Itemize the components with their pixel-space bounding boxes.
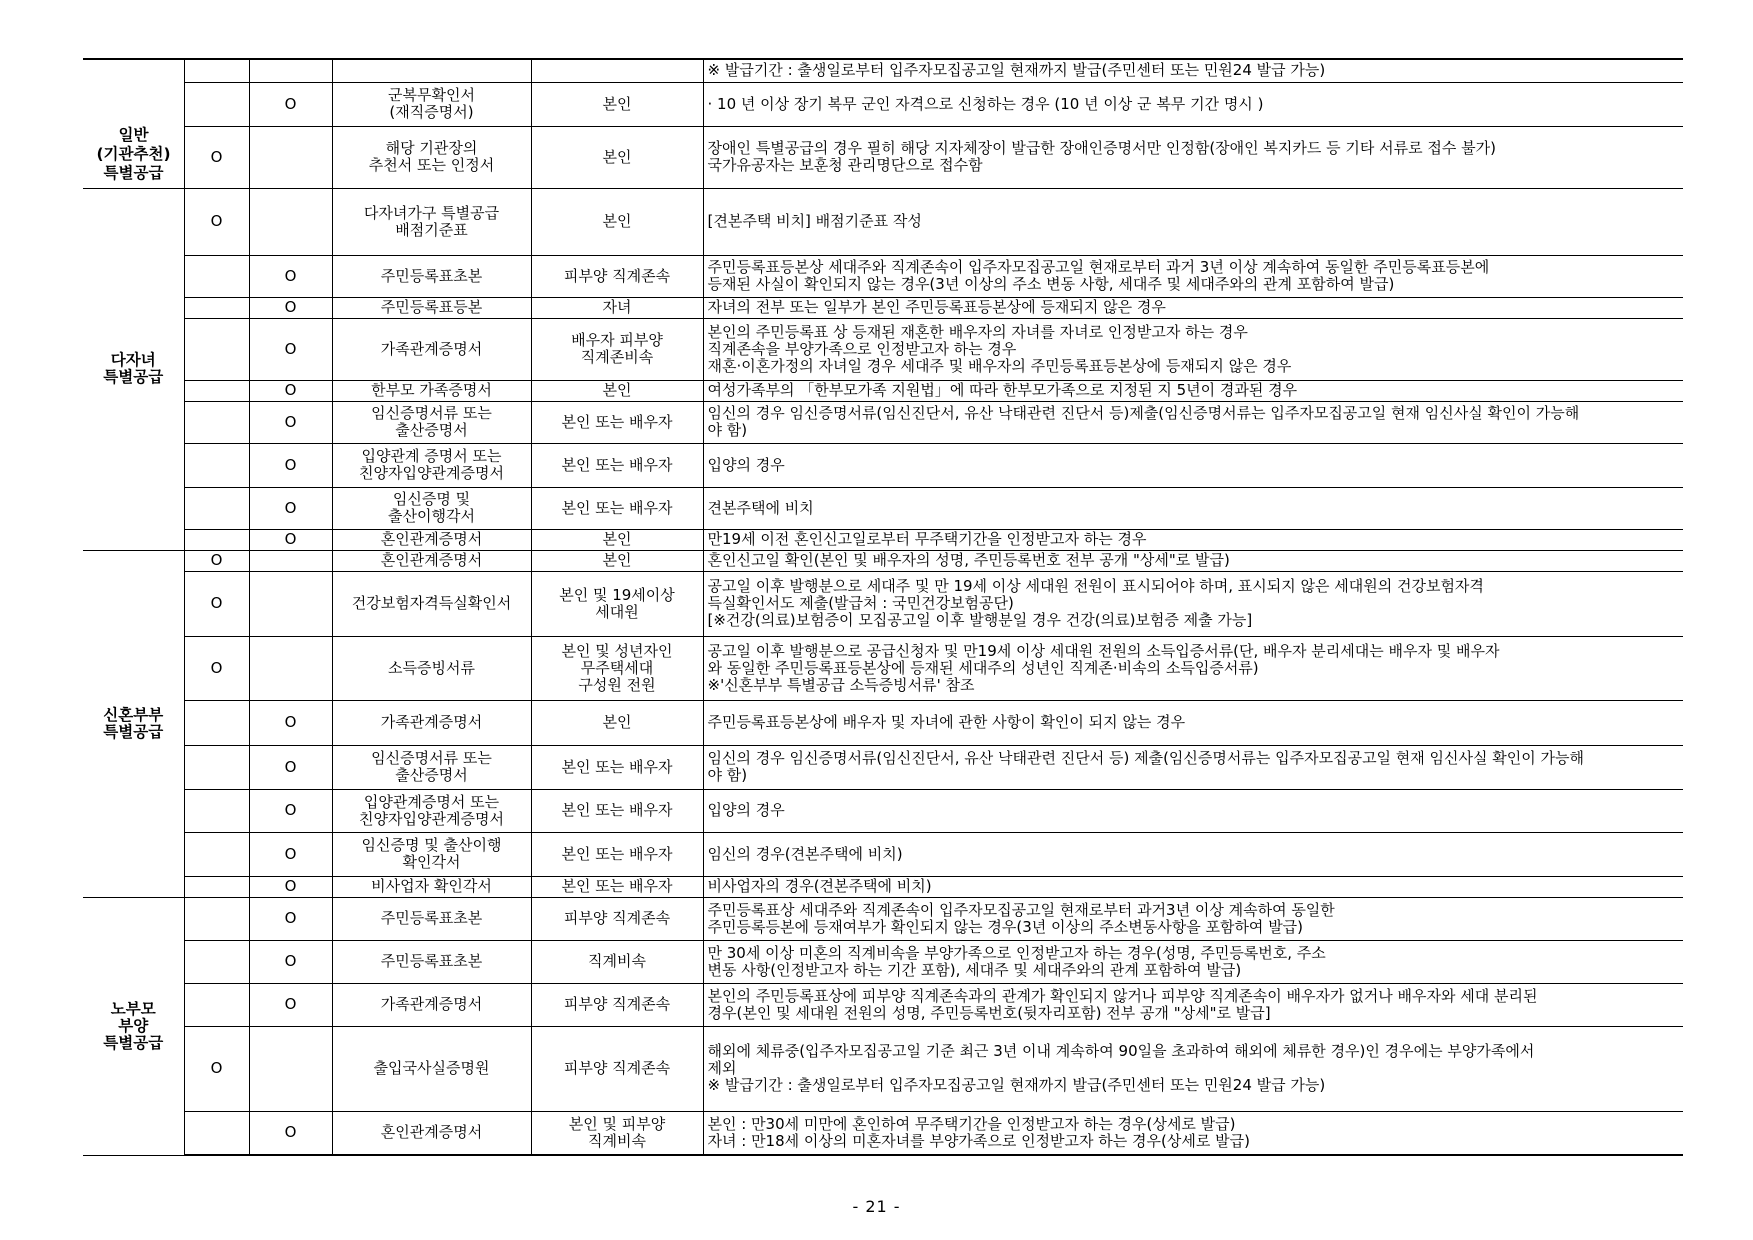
- document-name-line: 주민등록표등본: [380, 298, 483, 316]
- document-name-line: 임신증명 및: [392, 490, 471, 508]
- detail-line: 해외에 체류중(입주자모집공고일 기준 최근 3년 이내 계속하여 90일을 초과하여 해외에 체류한 경우)인 경우에는 부양가족에서: [707, 1042, 1535, 1060]
- target-person: [531, 126, 703, 188]
- document-name-line: 한부모 가족증명서: [371, 381, 492, 399]
- document-table-body: [83, 59, 1683, 1155]
- detail-line: ※ 발급기간 : 출생일로부터 입주자모집공고일 현재까지 발급(주민센터 또는 민원24 발급 가능): [707, 61, 1326, 80]
- detail-line: 자녀 : 만18세 이상의 미혼자녀를 부양가족으로 인정받고자 하는 경우(상세로 발급): [707, 1131, 1250, 1150]
- table-row: [83, 529, 1683, 550]
- document-name: [332, 700, 531, 745]
- o-mark-col2: O: [249, 443, 332, 487]
- table-row: [83, 550, 1683, 571]
- target-line: 피부양 직계존속: [563, 266, 671, 285]
- target-person: [531, 983, 703, 1026]
- document-table: [83, 58, 1683, 1156]
- table-row: [83, 1026, 1683, 1111]
- o-mark-col2: O: [249, 876, 332, 897]
- target-person: [531, 1026, 703, 1111]
- table-row: [83, 188, 1683, 255]
- o-mark-col2: O: [249, 255, 332, 297]
- document-name: [332, 82, 531, 126]
- detail-line: ※ 발급기간 : 출생일로부터 입주자모집공고일 현재까지 발급(주민센터 또는 민원24 발급 가능): [707, 1076, 1326, 1094]
- o-mark-col2: [249, 188, 332, 255]
- category-label-line: 특별공급: [103, 1033, 164, 1052]
- detail-line: 변동 사항(인정받고자 하는 기간 포함), 세대주 및 세대주와의 관계 포함하여 발급): [707, 960, 1242, 979]
- table-row: [83, 789, 1683, 832]
- detail-text: [703, 897, 1683, 940]
- category-label-line: 신혼부부: [103, 705, 164, 724]
- target-person: [531, 443, 703, 487]
- detail-text: [703, 126, 1683, 188]
- o-mark-col2: [249, 1026, 332, 1111]
- detail-line: 주민등록표등본상 세대주와 직계존속이 입주자모집공고일 현재로부터 과거 3년 이상 계속하여 동일한 주민등록표등본에: [707, 258, 1490, 276]
- document-name-line: 건강보험자격득실확인서: [351, 594, 512, 612]
- detail-text: [703, 487, 1683, 529]
- detail-line: 등재된 사실이 확인되지 않는 경우(3년 이상의 주소 변동 사항, 세대주 및 세대주와의 관계 포함하여 발급): [707, 275, 1395, 293]
- document-name-line: 주민등록표초본: [380, 952, 483, 970]
- target-line: 본인 또는 배우자: [561, 412, 673, 431]
- o-mark-col1: [184, 897, 249, 940]
- o-mark-col2: [249, 126, 332, 188]
- table-row: [83, 571, 1683, 636]
- document-name-line: 다자녀가구 특별공급: [363, 203, 500, 222]
- detail-line: 임신의 경우(견본주택에 비치): [707, 844, 903, 863]
- document-name: [332, 897, 531, 940]
- target-line: 본인 및 성년자인: [561, 641, 673, 660]
- document-name: [332, 1111, 531, 1155]
- detail-line: 본인의 주민등록표 상 등재된 재혼한 배우자의 자녀를 자녀로 인정받고자 하는 경우: [707, 322, 1248, 341]
- detail-line: ※'신혼부부 특별공급 소득증빙서류' 참조: [707, 675, 975, 694]
- document-name-line: 주민등록표초본: [380, 266, 483, 285]
- o-mark-col2: O: [249, 1111, 332, 1155]
- target-line: 본인: [602, 212, 632, 230]
- category-label-line: (기관추천): [96, 145, 171, 163]
- table-row: [83, 126, 1683, 188]
- target-line: 본인: [602, 551, 632, 569]
- document-name: [332, 983, 531, 1026]
- detail-text: [703, 1026, 1683, 1111]
- detail-line: 임신의 경우 임신증명서류(임신진단서, 유산 낙태관련 진단서 등) 제출(임신증명서류는 입주자모집공고일 현재 임신사실 확인이 가능해: [707, 749, 1584, 767]
- detail-text: [703, 700, 1683, 745]
- detail-line: 주민등록표등본상에 배우자 및 자녀에 관한 사항이 확인이 되지 않는 경우: [707, 713, 1186, 731]
- o-mark-col2: [249, 571, 332, 636]
- o-mark-col2: O: [249, 789, 332, 832]
- target-person: [531, 318, 703, 380]
- category-cell: [83, 550, 184, 897]
- document-name-line: 가족관계증명서: [380, 713, 483, 731]
- detail-line: 혼인신고일 확인(본인 및 배우자의 성명, 주민등록번호 전부 공개 "상세"로 발급): [707, 551, 1230, 569]
- category-label-line: 노부모: [110, 999, 156, 1018]
- o-mark-col2: O: [249, 318, 332, 380]
- document-name-line: 혼인관계증명서: [380, 530, 483, 548]
- detail-text: [703, 401, 1683, 443]
- target-line: 본인: [602, 530, 632, 548]
- document-name: [332, 1026, 531, 1111]
- document-name-line: 임신증명서류 또는: [371, 749, 492, 767]
- document-name: [332, 255, 531, 297]
- target-line: 피부양 직계존속: [563, 909, 671, 927]
- detail-line: 주민등록표상 세대주와 직계존속이 입주자모집공고일 현재로부터 과거3년 이상 계속하여 동일한: [707, 900, 1335, 919]
- target-line: 직계비속: [588, 952, 646, 970]
- target-person: [531, 745, 703, 789]
- detail-line: 직계존속을 부양가족으로 인정받고자 하는 경우: [707, 339, 1017, 358]
- o-mark-col1: [184, 380, 249, 401]
- o-mark-col2: O: [249, 297, 332, 318]
- target-person: [531, 1111, 703, 1155]
- document-name-line: 출산증명서: [395, 421, 468, 439]
- o-mark-col1: [184, 487, 249, 529]
- target-line: 피부양 직계존속: [563, 1059, 671, 1077]
- detail-text: [703, 832, 1683, 876]
- o-mark-col2: O: [249, 700, 332, 745]
- table-row: [83, 297, 1683, 318]
- detail-line: 야 함): [707, 766, 748, 784]
- detail-line: 견본주택에 비치: [707, 498, 814, 517]
- o-mark-col1: [184, 700, 249, 745]
- target-line: 본인: [602, 713, 632, 731]
- target-line: 세대원: [595, 602, 639, 621]
- detail-line: [견본주택 비치] 배점기준표 작성: [707, 212, 922, 230]
- target-person: [531, 700, 703, 745]
- o-mark-col2: O: [249, 401, 332, 443]
- table-row: [83, 59, 1683, 82]
- o-mark-col2: O: [249, 940, 332, 983]
- detail-line: 제외: [707, 1059, 737, 1077]
- o-mark-col1: [184, 255, 249, 297]
- target-line: 배우자 피부양: [571, 331, 663, 349]
- detail-line: [※건강(의료)보험증이 모집공고일 이후 발행분일 경우 건강(의료)보험증 제출 가능]: [707, 611, 1253, 629]
- category-label-line: 일반: [118, 126, 149, 144]
- o-mark-col1: O: [184, 550, 249, 571]
- o-mark-col1: [184, 789, 249, 832]
- detail-line: 본인 : 만30세 미만에 혼인하여 무주택기간을 인정받고자 하는 경우(상세로 발급): [707, 1114, 1236, 1133]
- o-mark-col1: [184, 401, 249, 443]
- o-mark-col2: O: [249, 745, 332, 789]
- document-name-line: (재직증명서): [389, 103, 474, 121]
- detail-line: 재혼·이혼가정의 자녀일 경우 세대주 및 배우자의 주민등록표등본상에 등재되지 않은 경우: [707, 356, 1292, 375]
- o-mark-col2: O: [249, 82, 332, 126]
- document-name-line: 주민등록표초본: [380, 909, 483, 927]
- detail-line: 자녀의 전부 또는 일부가 본인 주민등록표등본상에 등재되지 않은 경우: [707, 298, 1166, 316]
- table-row: [83, 318, 1683, 380]
- detail-line: 장애인 특별공급의 경우 필히 해당 지자체장이 발급한 장애인증명서만 인정함(장애인 복지카드 등 기타 서류로 접수 불가): [707, 139, 1496, 157]
- target-line: 본인 또는 배우자: [561, 498, 673, 517]
- document-name-line: 소득증빙서류: [388, 658, 475, 677]
- table-row: [83, 876, 1683, 897]
- o-mark-col2: O: [249, 487, 332, 529]
- detail-text: [703, 297, 1683, 318]
- detail-text: [703, 82, 1683, 126]
- document-name: [332, 571, 531, 636]
- target-line: 본인 또는 배우자: [561, 455, 673, 474]
- document-name: [332, 745, 531, 789]
- target-person: [531, 550, 703, 571]
- table-row: [83, 745, 1683, 789]
- target-person: [531, 59, 703, 82]
- document-name: [332, 401, 531, 443]
- target-person: [531, 529, 703, 550]
- detail-text: [703, 571, 1683, 636]
- document-name-line: 출산증명서: [395, 766, 468, 784]
- document-name-line: 임신증명서류 또는: [371, 404, 492, 422]
- document-name-line: 군복무확인서: [388, 86, 475, 104]
- detail-text: [703, 443, 1683, 487]
- document-name-line: 혼인관계증명서: [380, 551, 483, 569]
- o-mark-col2: O: [249, 380, 332, 401]
- target-line: 직계비속: [588, 1131, 646, 1150]
- page-number: - 21 -: [852, 1197, 901, 1216]
- target-person: [531, 832, 703, 876]
- detail-text: [703, 255, 1683, 297]
- o-mark-col1: [184, 940, 249, 983]
- o-mark-col1: [184, 529, 249, 550]
- document-name-line: 비사업자 확인각서: [371, 877, 492, 895]
- o-mark-col1: [184, 832, 249, 876]
- o-mark-col2: O: [249, 529, 332, 550]
- detail-text: [703, 529, 1683, 550]
- target-person: [531, 897, 703, 940]
- target-line: 본인 또는 배우자: [561, 757, 673, 776]
- table-row: [83, 255, 1683, 297]
- document-name: [332, 126, 531, 188]
- category-label-line: 부양: [118, 1016, 149, 1035]
- document-name-line: 입양관계 증명서 또는: [361, 447, 502, 465]
- o-mark-col2: [249, 636, 332, 700]
- document-name: [332, 59, 531, 82]
- table-row: [83, 82, 1683, 126]
- detail-text: [703, 380, 1683, 401]
- detail-text: [703, 59, 1683, 82]
- detail-line: 임신의 경우 임신증명서류(임신진단서, 유산 낙태관련 진단서 등)제출(임신증명서류는 입주자모집공고일 현재 임신사실 확인이 가능해: [707, 404, 1580, 422]
- detail-text: [703, 1111, 1683, 1155]
- target-person: [531, 82, 703, 126]
- target-person: [531, 876, 703, 897]
- document-name-line: 입양관계증명서 또는: [363, 792, 500, 811]
- table-row: [83, 940, 1683, 983]
- document-name: [332, 876, 531, 897]
- target-person: [531, 380, 703, 401]
- table-row: [83, 401, 1683, 443]
- table-row: [83, 983, 1683, 1026]
- document-name: [332, 318, 531, 380]
- document-name: [332, 529, 531, 550]
- target-line: 무주택세대: [580, 658, 654, 677]
- o-mark-col1: [184, 82, 249, 126]
- target-person: [531, 940, 703, 983]
- o-mark-col2: O: [249, 983, 332, 1026]
- detail-line: 주민등록등본에 등재여부가 확인되지 않는 경우(3년 이상의 주소변동사항을 포함하여 발급): [707, 917, 1304, 936]
- target-line: 본인 및 19세이상: [559, 585, 675, 604]
- target-line: 자녀: [602, 298, 632, 316]
- table-row: [83, 832, 1683, 876]
- table-row: [83, 443, 1683, 487]
- o-mark-col2: O: [249, 897, 332, 940]
- category-cell: [83, 188, 184, 550]
- document-name-line: 해당 기관장의: [385, 139, 478, 157]
- target-person: [531, 188, 703, 255]
- detail-line: 와 동일한 주민등록표등본상에 등재된 세대주의 성년인 직계존·비속의 소득입증서류): [707, 658, 1259, 677]
- detail-line: 비사업자의 경우(견본주택에 비치): [707, 877, 932, 895]
- table-row: [83, 1111, 1683, 1155]
- detail-text: [703, 940, 1683, 983]
- detail-line: 득실확인서도 제출(발급처 : 국민건강보험공단): [707, 594, 1014, 612]
- detail-line: 만19세 이전 혼인신고일로부터 무주택기간을 인정받고자 하는 경우: [707, 530, 1147, 548]
- o-mark-col1: [184, 1111, 249, 1155]
- o-mark-col1: [184, 876, 249, 897]
- o-mark-col2: [249, 59, 332, 82]
- target-line: 본인: [602, 147, 632, 166]
- detail-line: 만 30세 이상 미혼의 직계비속을 부양가족으로 인정받고자 하는 경우(성명, 주민등록번호, 주소: [707, 943, 1326, 962]
- target-line: 본인 및 피부양: [568, 1114, 666, 1133]
- detail-line: · 10 년 이상 장기 복무 군인 자격으로 신청하는 경우 (10 년 이상 군 복무 기간 명시 ): [707, 94, 1264, 113]
- o-mark-col1: [184, 745, 249, 789]
- document-name: [332, 443, 531, 487]
- category-general-label: [83, 126, 184, 183]
- o-mark-col1: O: [184, 636, 249, 700]
- target-line: 피부양 직계존속: [563, 995, 671, 1013]
- target-person: [531, 487, 703, 529]
- target-line: 본인 또는 배우자: [561, 877, 673, 895]
- target-line: 본인 또는 배우자: [561, 844, 673, 863]
- target-person: [531, 636, 703, 700]
- document-name: [332, 940, 531, 983]
- detail-line: 여성가족부의 「한부모가족 지원법」에 따라 한부모가족으로 지정된 지 5년이 경과된 경우: [707, 381, 1298, 399]
- target-person: [531, 571, 703, 636]
- category-label-line: 특별공급: [103, 368, 164, 386]
- document-name-line: 친양자입양관계증명서: [359, 464, 504, 482]
- document-name: [332, 297, 531, 318]
- target-person: [531, 297, 703, 318]
- o-mark-col1: O: [184, 188, 249, 255]
- target-line: 본인 또는 배우자: [561, 801, 673, 819]
- detail-line: 야 함): [707, 421, 748, 439]
- o-mark-col1: [184, 59, 249, 82]
- document-name-line: 가족관계증명서: [380, 339, 483, 358]
- detail-text: [703, 745, 1683, 789]
- document-name: [332, 636, 531, 700]
- o-mark-col1: [184, 297, 249, 318]
- detail-line: 공고일 이후 발행분으로 공급신청자 및 만19세 이상 세대원 전원의 소득입증서류(단, 배우자 분리세대는 배우자 및 배우자: [707, 641, 1500, 660]
- o-mark-col1: [184, 318, 249, 380]
- table-row: [83, 487, 1683, 529]
- target-person: [531, 401, 703, 443]
- document-name-line: 추천서 또는 인정서: [368, 156, 495, 174]
- document-name-line: 출산이행각서: [388, 507, 475, 525]
- category-label-line: 특별공급: [103, 722, 164, 741]
- document-name-line: 배점기준표: [395, 220, 468, 239]
- document-name-line: 임신증명 및 출산이행: [361, 836, 502, 854]
- document-name-line: 친양자입양관계증명서: [359, 809, 504, 828]
- table-row: [83, 700, 1683, 745]
- o-mark-col2: O: [249, 832, 332, 876]
- table-row: [83, 897, 1683, 940]
- detail-text: [703, 318, 1683, 380]
- document-name-line: 혼인관계증명서: [380, 1123, 483, 1142]
- target-line: 본인: [602, 381, 632, 399]
- document-name: [332, 789, 531, 832]
- table-row: [83, 380, 1683, 401]
- target-person: [531, 255, 703, 297]
- detail-line: 입양의 경우: [707, 455, 785, 474]
- o-mark-col1: [184, 443, 249, 487]
- detail-text: [703, 876, 1683, 897]
- detail-text: [703, 983, 1683, 1026]
- document-name: [332, 832, 531, 876]
- detail-line: 경우(본인 및 세대원 전원의 성명, 주민등록번호(뒷자리포함) 전부 공개 "상세"로 발급]: [707, 1003, 1271, 1022]
- detail-text: [703, 188, 1683, 255]
- o-mark-col1: [184, 983, 249, 1026]
- detail-text: [703, 789, 1683, 832]
- o-mark-col1: O: [184, 126, 249, 188]
- document-name: [332, 550, 531, 571]
- target-line: 구성원 전원: [578, 675, 656, 694]
- detail-line: 국가유공자는 보훈청 관리명단으로 접수함: [707, 156, 983, 174]
- detail-line: 본인의 주민등록표상에 피부양 직계존속과의 관계가 확인되지 않거나 피부양 직계존속이 배우자가 없거나 배우자와 세대 분리된: [707, 986, 1538, 1005]
- document-name-line: 출입국사실증명원: [373, 1059, 490, 1077]
- category-label-line: 특별공급: [103, 164, 164, 182]
- o-mark-col1: O: [184, 1026, 249, 1111]
- category-cell: [83, 897, 184, 1155]
- table-row: [83, 636, 1683, 700]
- document-name: [332, 380, 531, 401]
- o-mark-col1: O: [184, 571, 249, 636]
- category-label-line: 다자녀: [110, 351, 156, 369]
- target-line: 본인: [602, 94, 632, 113]
- detail-text: [703, 550, 1683, 571]
- detail-line: 공고일 이후 발행분으로 세대주 및 만 19세 이상 세대원 전원이 표시되어야 하며, 표시되지 않은 세대원의 건강보험자격: [707, 577, 1484, 595]
- document-name: [332, 487, 531, 529]
- detail-text: [703, 636, 1683, 700]
- document-name-line: 가족관계증명서: [380, 995, 483, 1013]
- document-name-line: 확인각서: [402, 853, 461, 871]
- target-person: [531, 789, 703, 832]
- detail-line: 입양의 경우: [707, 801, 785, 819]
- target-line: 직계존비속: [580, 348, 654, 366]
- o-mark-col2: [249, 550, 332, 571]
- document-name: [332, 188, 531, 255]
